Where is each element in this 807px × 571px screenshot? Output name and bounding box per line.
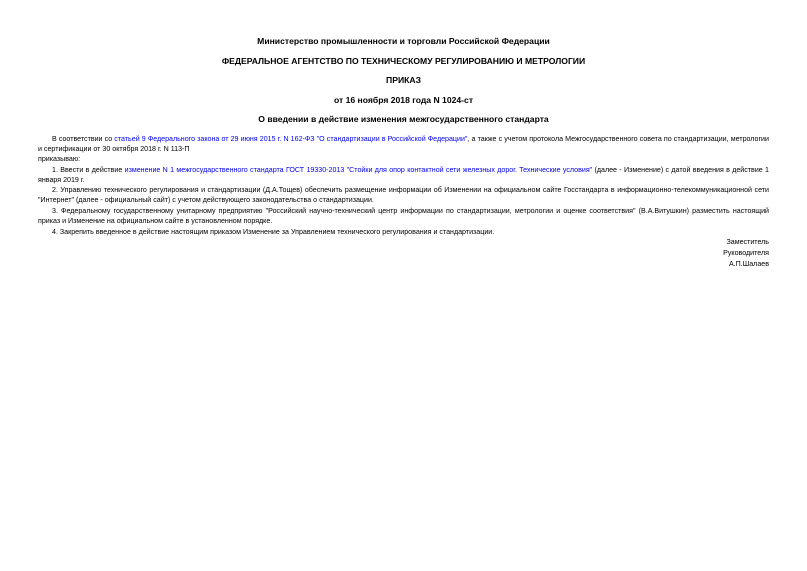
- order-word: приказываю:: [38, 155, 81, 163]
- doc-type-heading: ПРИКАЗ: [386, 75, 421, 85]
- federal-law-link[interactable]: статьей 9 Федерального закона от 29 июня 2015 г. N 162-ФЗ "О стандартизации в Российской Федерации": [114, 135, 468, 143]
- signature-name: А.П.Шалаев: [728, 260, 769, 268]
- preamble-text-before: В соответствии со: [52, 135, 115, 143]
- document-page: [38, 0, 769, 571]
- document-title: О введении в действие изменения межгосударственного стандарта: [258, 114, 549, 124]
- item-1-text-after: (далее - Изменение) с датой введения в действие 1 января 2019 г.: [38, 166, 769, 184]
- item-2-paragraph: 2. Управлению технического регулирования и стандартизации (Д.А.Тощев) обеспечить размещение информации об Изменении на официальном сайте Госстандарта в информационно-телекоммуникационной сети "Интернет" (далее - официальный сайт) с учетом действующего законодательства о стандартизации.: [38, 186, 769, 204]
- item-1-text-before: 1. Ввести в действие: [52, 166, 125, 174]
- preamble-paragraph: [38, 134, 769, 154]
- item-3-paragraph: 3. Федеральному государственному унитарному предприятию "Российский научно-технический центр информации по стандартизации, метрологии и оценке соответствия" (В.А.Витушкин) разместить настоящий приказ и Изменение на официальном сайте в установленном порядке.: [38, 207, 769, 225]
- signature-position-line1: Заместитель: [726, 238, 769, 246]
- preamble-text-after: , а также с учетом протокола Межгосударственного совета по стандартизации, метрологии и сертификации от 30 октября 2018 г. N 113-П: [38, 135, 769, 153]
- date-number-heading: от 16 ноября 2018 года N 1024-ст: [333, 95, 474, 105]
- ministry-heading: Министерство промышленности и торговли Российской Федерации: [257, 36, 550, 46]
- agency-heading: ФЕДЕРАЛЬНОЕ АГЕНТСТВО ПО ТЕХНИЧЕСКОМУ РЕГУЛИРОВАНИЮ И МЕТРОЛОГИИ: [221, 56, 586, 66]
- signature-position-line2: Руководителя: [723, 249, 769, 257]
- item-1-paragraph: [38, 165, 769, 185]
- item-4-paragraph: 4. Закрепить введенное в действие настоящим приказом Изменение за Управлением технического регулирования и стандартизации.: [52, 228, 495, 236]
- standard-amendment-link[interactable]: изменение N 1 межгосударственного стандарта ГОСТ 19330-2013 "Стойки для опор контактной сети железных дорог. Технические условия": [124, 166, 593, 174]
